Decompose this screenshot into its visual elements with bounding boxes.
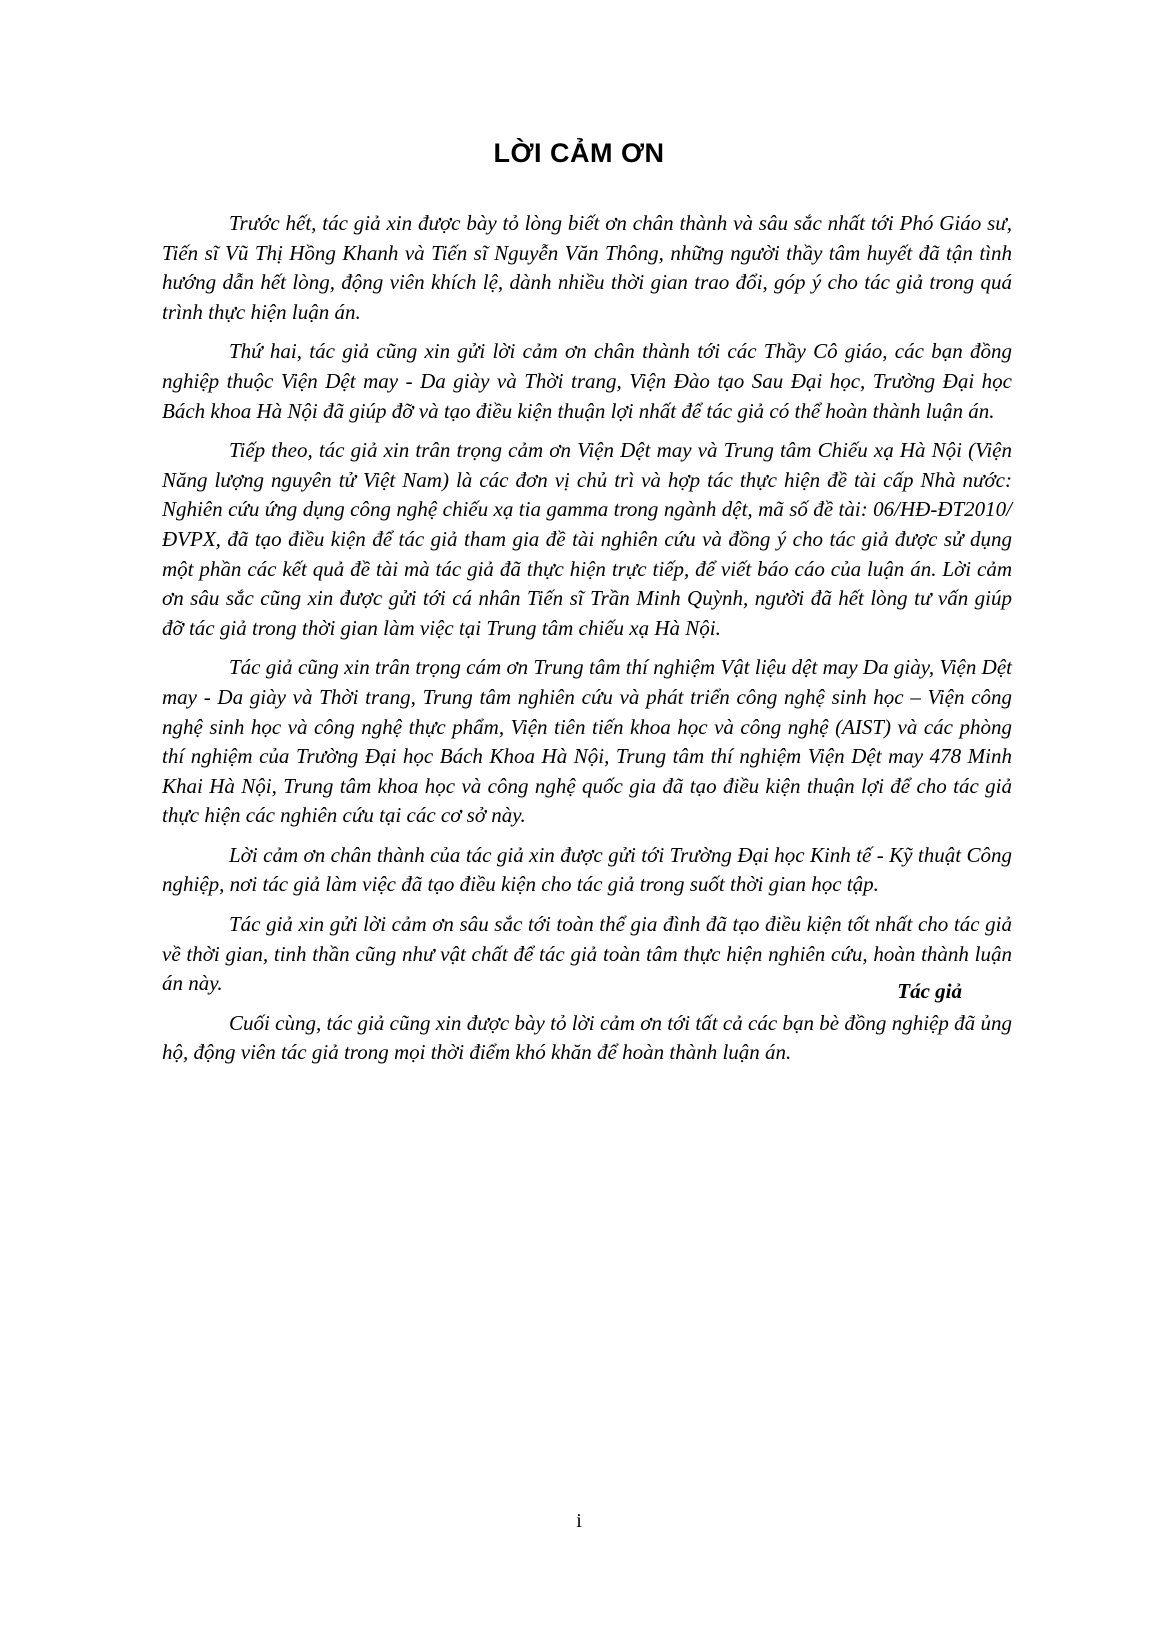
paragraph-1: Trước hết, tác giả xin được bày tỏ lòng biết ơn chân thành và sâu sắc nhất tới Phó Giáo sư, Tiến sĩ Vũ Thị Hồng Khanh và Tiến sĩ Nguyễn Văn Thông, những người thầy tâm huyết đã tận tình hướng dẫn hết lòng, động viên khích lệ, dành nhiều thời gian trao đổi, góp ý cho tác giả trong quá trình thực hiện luận án.: [162, 211, 1012, 324]
acknowledgement-body: [162, 209, 1012, 1078]
page-title: LỜI CẢM ƠN: [493, 138, 665, 168]
paragraph-4: Tác giả cũng xin trân trọng cám ơn Trung tâm thí nghiệm Vật liệu dệt may Da giày, Viện Dệt may - Da giày và Thời trang, Trung tâm nghiên cứu và phát triển công nghệ sinh học – Viện công nghệ sinh học và công nghệ thực phẩm, Viện tiên tiến khoa học và công nghệ (AIST) và các phòng thí nghiệm của Trường Đại học Bách Khoa Hà Nội, Trung tâm thí nghiệm Viện Dệt may 478 Minh Khai Hà Nội, Trung tâm khoa học và công nghệ quốc gia đã tạo điều kiện thuận lợi để cho tác giả thực hiện các nghiên cứu tại các cơ sở này.: [162, 655, 1012, 828]
paragraph-6: Tác giả xin gửi lời cảm ơn sâu sắc tới toàn thể gia đình đã tạo điều kiện tốt nhất cho tác giả về thời gian, tinh thần cũng như vật chất để tác giả toàn tâm thực hiện nghiên cứu, hoàn thành luận án này.: [162, 912, 1012, 996]
page-number: i: [576, 1510, 582, 1532]
paragraph-5: Lời cảm ơn chân thành của tác giả xin được gửi tới Trường Đại học Kinh tế - Kỹ thuật Công nghiệp, nơi tác giả làm việc đã tạo điều kiện cho tác giả trong suốt thời gian học tập.: [162, 842, 1012, 897]
paragraph-7: Cuối cùng, tác giả cũng xin được bày tỏ lời cảm ơn tới tất cả các bạn bè đồng nghiệp đã ủng hộ, động viên tác giả trong mọi thời điểm khó khăn để hoàn thành luận án.: [162, 1010, 1012, 1065]
paragraph-2: Thứ hai, tác giả cũng xin gửi lời cảm ơn chân thành tới các Thầy Cô giáo, các bạn đồng nghiệp thuộc Viện Dệt may - Da giày và Thời trang, Viện Đào tạo Sau Đại học, Trường Đại học Bách khoa Hà Nội đã giúp đỡ và tạo điều kiện thuận lợi nhất để tác giả có thể hoàn thành luận án.: [162, 339, 1012, 423]
author-signature: Tác giả: [897, 979, 962, 1003]
paragraph-3: Tiếp theo, tác giả xin trân trọng cảm ơn Viện Dệt may và Trung tâm Chiếu xạ Hà Nội (Viện Năng lượng nguyên tử Việt Nam) là các đơn vị chủ trì và hợp tác thực hiện đề tài cấp Nhà nước: Nghiên cứu ứng dụng công nghệ chiếu xạ tia gamma trong ngành dệt, mã số đề tài: 06/HĐ-ĐT2010/ĐVPX, đã tạo điều kiện để tác giả tham gia đề tài nghiên cứu và đồng ý cho tác giả được sử dụng một phần các kết quả đề tài mà tác giả đã thực hiện trực tiếp, để viết báo cáo của luận án. Lời cảm ơn sâu sắc cũng xin được gửi tới cá nhân Tiến sĩ Trần Minh Quỳnh, người đã hết lòng tư vấn giúp đỡ tác giả trong thời gian làm việc tại Trung tâm chiếu xạ Hà Nội.: [162, 438, 1012, 640]
